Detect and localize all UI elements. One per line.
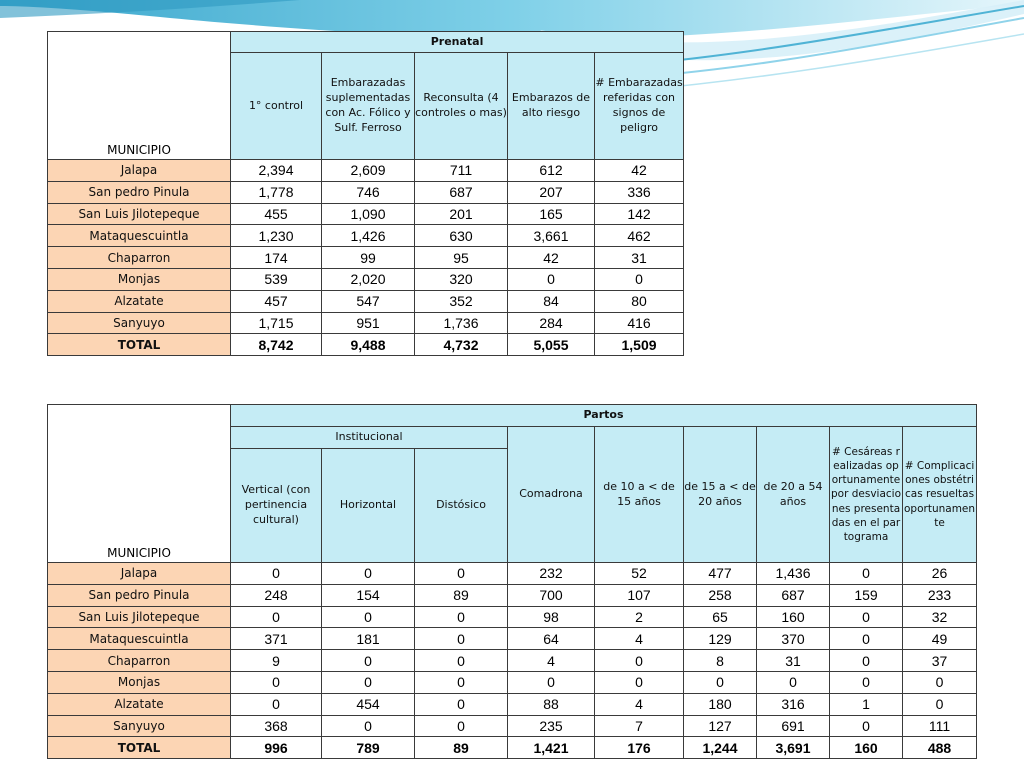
data-cell: 64 xyxy=(508,628,595,650)
data-cell: 0 xyxy=(322,671,415,693)
table-row xyxy=(48,606,977,628)
municipio-name: Sanyuyo xyxy=(48,312,231,334)
data-cell: 0 xyxy=(415,606,508,628)
data-cell: 370 xyxy=(757,628,830,650)
municipio-name: Jalapa xyxy=(48,160,231,182)
data-cell: 1,778 xyxy=(231,181,322,203)
data-cell: 160 xyxy=(757,606,830,628)
data-cell: 2,394 xyxy=(231,160,322,182)
municipio-name: Alzatate xyxy=(48,693,231,715)
data-cell: 95 xyxy=(415,247,508,269)
data-cell: 2,609 xyxy=(322,160,415,182)
municipio-name: San pedro Pinula xyxy=(48,584,231,606)
data-cell: 98 xyxy=(508,606,595,628)
table-row xyxy=(48,203,684,225)
table-row xyxy=(48,181,684,203)
data-cell: 181 xyxy=(322,628,415,650)
data-cell: 0 xyxy=(322,563,415,585)
data-cell: 1,436 xyxy=(757,563,830,585)
data-cell: 42 xyxy=(508,247,595,269)
data-cell: 8 xyxy=(684,650,757,672)
table-row xyxy=(48,628,977,650)
total-row xyxy=(48,334,684,356)
data-cell: 154 xyxy=(322,584,415,606)
data-cell: 612 xyxy=(508,160,595,182)
total-cell: 1,244 xyxy=(684,737,757,759)
municipio-name: Chaparron xyxy=(48,247,231,269)
data-cell: 371 xyxy=(231,628,322,650)
col-header-vertical: Vertical (con pertinencia cultural) xyxy=(231,449,322,563)
data-cell: 4 xyxy=(595,693,684,715)
data-cell: 0 xyxy=(322,715,415,737)
data-cell: 0 xyxy=(415,650,508,672)
municipio-name: Jalapa xyxy=(48,563,231,585)
data-cell: 49 xyxy=(903,628,977,650)
data-cell: 687 xyxy=(415,181,508,203)
data-cell: 4 xyxy=(595,628,684,650)
table-row xyxy=(48,268,684,290)
data-cell: 0 xyxy=(415,671,508,693)
table-row xyxy=(48,671,977,693)
col-header-alto-riesgo: Embarazos de alto riesgo xyxy=(508,53,595,160)
data-cell: 457 xyxy=(231,290,322,312)
col-header-reconsulta: Reconsulta (4 controles o mas) xyxy=(415,53,508,160)
data-cell: 320 xyxy=(415,268,508,290)
data-cell: 0 xyxy=(595,650,684,672)
data-cell: 1,736 xyxy=(415,312,508,334)
col-header-suplementadas: Embarazadas suplementadas con Ac. Fólico y Sulf. Ferroso xyxy=(322,53,415,160)
data-cell: 42 xyxy=(595,160,684,182)
municipio-name: Chaparron xyxy=(48,650,231,672)
data-cell: 9 xyxy=(231,650,322,672)
data-cell: 232 xyxy=(508,563,595,585)
table-row xyxy=(48,584,977,606)
data-cell: 477 xyxy=(684,563,757,585)
total-label: TOTAL xyxy=(48,334,231,356)
data-cell: 127 xyxy=(684,715,757,737)
data-cell: 691 xyxy=(757,715,830,737)
table-row xyxy=(48,225,684,247)
data-cell: 0 xyxy=(595,671,684,693)
data-cell: 0 xyxy=(903,671,977,693)
data-cell: 416 xyxy=(595,312,684,334)
municipio-name: Monjas xyxy=(48,268,231,290)
municipio-name: San pedro Pinula xyxy=(48,181,231,203)
data-cell: 2,020 xyxy=(322,268,415,290)
total-cell: 5,055 xyxy=(508,334,595,356)
table-row xyxy=(48,160,684,182)
data-cell: 0 xyxy=(415,693,508,715)
total-cell: 8,742 xyxy=(231,334,322,356)
data-cell: 0 xyxy=(830,628,903,650)
data-cell: 352 xyxy=(415,290,508,312)
data-cell: 84 xyxy=(508,290,595,312)
table-row xyxy=(48,715,977,737)
table-row xyxy=(48,247,684,269)
data-cell: 746 xyxy=(322,181,415,203)
data-cell: 0 xyxy=(595,268,684,290)
data-cell: 88 xyxy=(508,693,595,715)
data-cell: 26 xyxy=(903,563,977,585)
data-cell: 4 xyxy=(508,650,595,672)
data-cell: 0 xyxy=(415,715,508,737)
data-cell: 207 xyxy=(508,181,595,203)
data-cell: 3,661 xyxy=(508,225,595,247)
municipio-name: Mataquescuintla xyxy=(48,628,231,650)
total-cell: 4,732 xyxy=(415,334,508,356)
data-cell: 284 xyxy=(508,312,595,334)
data-cell: 235 xyxy=(508,715,595,737)
total-cell: 488 xyxy=(903,737,977,759)
col-header-comadrona: Comadrona xyxy=(508,427,595,563)
total-cell: 996 xyxy=(231,737,322,759)
municipio-name: San Luis Jilotepeque xyxy=(48,606,231,628)
prenatal-group-header: Prenatal xyxy=(231,32,684,53)
data-cell: 52 xyxy=(595,563,684,585)
data-cell: 174 xyxy=(231,247,322,269)
data-cell: 0 xyxy=(322,606,415,628)
data-cell: 258 xyxy=(684,584,757,606)
data-cell: 99 xyxy=(322,247,415,269)
data-cell: 159 xyxy=(830,584,903,606)
data-cell: 1 xyxy=(830,693,903,715)
prenatal-table xyxy=(47,31,684,356)
data-cell: 165 xyxy=(508,203,595,225)
data-cell: 687 xyxy=(757,584,830,606)
total-cell: 3,691 xyxy=(757,737,830,759)
data-cell: 455 xyxy=(231,203,322,225)
total-cell: 9,488 xyxy=(322,334,415,356)
data-cell: 711 xyxy=(415,160,508,182)
table-row xyxy=(48,693,977,715)
col-header-15-20: de 15 a < de 20 años xyxy=(684,427,757,563)
col-header-distosico: Distósico xyxy=(415,449,508,563)
data-cell: 0 xyxy=(830,563,903,585)
data-cell: 7 xyxy=(595,715,684,737)
data-cell: 336 xyxy=(595,181,684,203)
municipio-header: MUNICIPIO xyxy=(48,32,231,160)
table-row xyxy=(48,290,684,312)
data-cell: 0 xyxy=(684,671,757,693)
table-row xyxy=(48,563,977,585)
data-cell: 1,230 xyxy=(231,225,322,247)
data-cell: 65 xyxy=(684,606,757,628)
total-cell: 160 xyxy=(830,737,903,759)
data-cell: 0 xyxy=(757,671,830,693)
data-cell: 2 xyxy=(595,606,684,628)
data-cell: 1,426 xyxy=(322,225,415,247)
data-cell: 31 xyxy=(757,650,830,672)
municipio-header: MUNICIPIO xyxy=(48,405,231,563)
col-header-20-54: de 20 a 54 años xyxy=(757,427,830,563)
partos-table xyxy=(47,404,977,759)
col-header-10-15: de 10 a < de 15 años xyxy=(595,427,684,563)
data-cell: 630 xyxy=(415,225,508,247)
data-cell: 32 xyxy=(903,606,977,628)
data-cell: 700 xyxy=(508,584,595,606)
total-cell: 789 xyxy=(322,737,415,759)
data-cell: 37 xyxy=(903,650,977,672)
data-cell: 0 xyxy=(830,606,903,628)
data-cell: 316 xyxy=(757,693,830,715)
data-cell: 0 xyxy=(231,563,322,585)
data-cell: 547 xyxy=(322,290,415,312)
municipio-name: Alzatate xyxy=(48,290,231,312)
total-cell: 176 xyxy=(595,737,684,759)
col-header-cesareas: # Cesáreas realizadas oportunamente por desviaciones presentadas en el partograma xyxy=(830,427,903,563)
total-cell: 1,509 xyxy=(595,334,684,356)
institucional-header: Institucional xyxy=(231,427,508,449)
data-cell: 0 xyxy=(231,671,322,693)
total-cell: 89 xyxy=(415,737,508,759)
data-cell: 0 xyxy=(903,693,977,715)
data-cell: 454 xyxy=(322,693,415,715)
data-cell: 0 xyxy=(508,671,595,693)
data-cell: 0 xyxy=(830,715,903,737)
data-cell: 1,715 xyxy=(231,312,322,334)
municipio-name: Monjas xyxy=(48,671,231,693)
data-cell: 111 xyxy=(903,715,977,737)
data-cell: 233 xyxy=(903,584,977,606)
data-cell: 0 xyxy=(508,268,595,290)
data-cell: 0 xyxy=(415,563,508,585)
data-cell: 0 xyxy=(830,650,903,672)
data-cell: 462 xyxy=(595,225,684,247)
data-cell: 951 xyxy=(322,312,415,334)
total-label: TOTAL xyxy=(48,737,231,759)
data-cell: 201 xyxy=(415,203,508,225)
data-cell: 368 xyxy=(231,715,322,737)
total-cell: 1,421 xyxy=(508,737,595,759)
data-cell: 0 xyxy=(231,693,322,715)
table-row xyxy=(48,312,684,334)
municipio-name: Sanyuyo xyxy=(48,715,231,737)
data-cell: 1,090 xyxy=(322,203,415,225)
prenatal-table-body xyxy=(48,160,684,356)
table-row xyxy=(48,650,977,672)
data-cell: 248 xyxy=(231,584,322,606)
data-cell: 31 xyxy=(595,247,684,269)
col-header-horizontal: Horizontal xyxy=(322,449,415,563)
data-cell: 0 xyxy=(322,650,415,672)
data-cell: 129 xyxy=(684,628,757,650)
data-cell: 0 xyxy=(231,606,322,628)
col-header-complicaciones: # Complicaciones obstétricas resueltas oportunamente xyxy=(903,427,977,563)
total-row xyxy=(48,737,977,759)
data-cell: 80 xyxy=(595,290,684,312)
partos-group-header: Partos xyxy=(231,405,977,427)
data-cell: 180 xyxy=(684,693,757,715)
data-cell: 539 xyxy=(231,268,322,290)
municipio-name: San Luis Jilotepeque xyxy=(48,203,231,225)
col-header-primer-control: 1° control xyxy=(231,53,322,160)
data-cell: 107 xyxy=(595,584,684,606)
municipio-name: Mataquescuintla xyxy=(48,225,231,247)
data-cell: 142 xyxy=(595,203,684,225)
data-cell: 0 xyxy=(830,671,903,693)
col-header-referidas: # Embarazadas referidas con signos de peligro xyxy=(595,53,684,160)
data-cell: 0 xyxy=(415,628,508,650)
partos-table-body xyxy=(48,563,977,759)
data-cell: 89 xyxy=(415,584,508,606)
